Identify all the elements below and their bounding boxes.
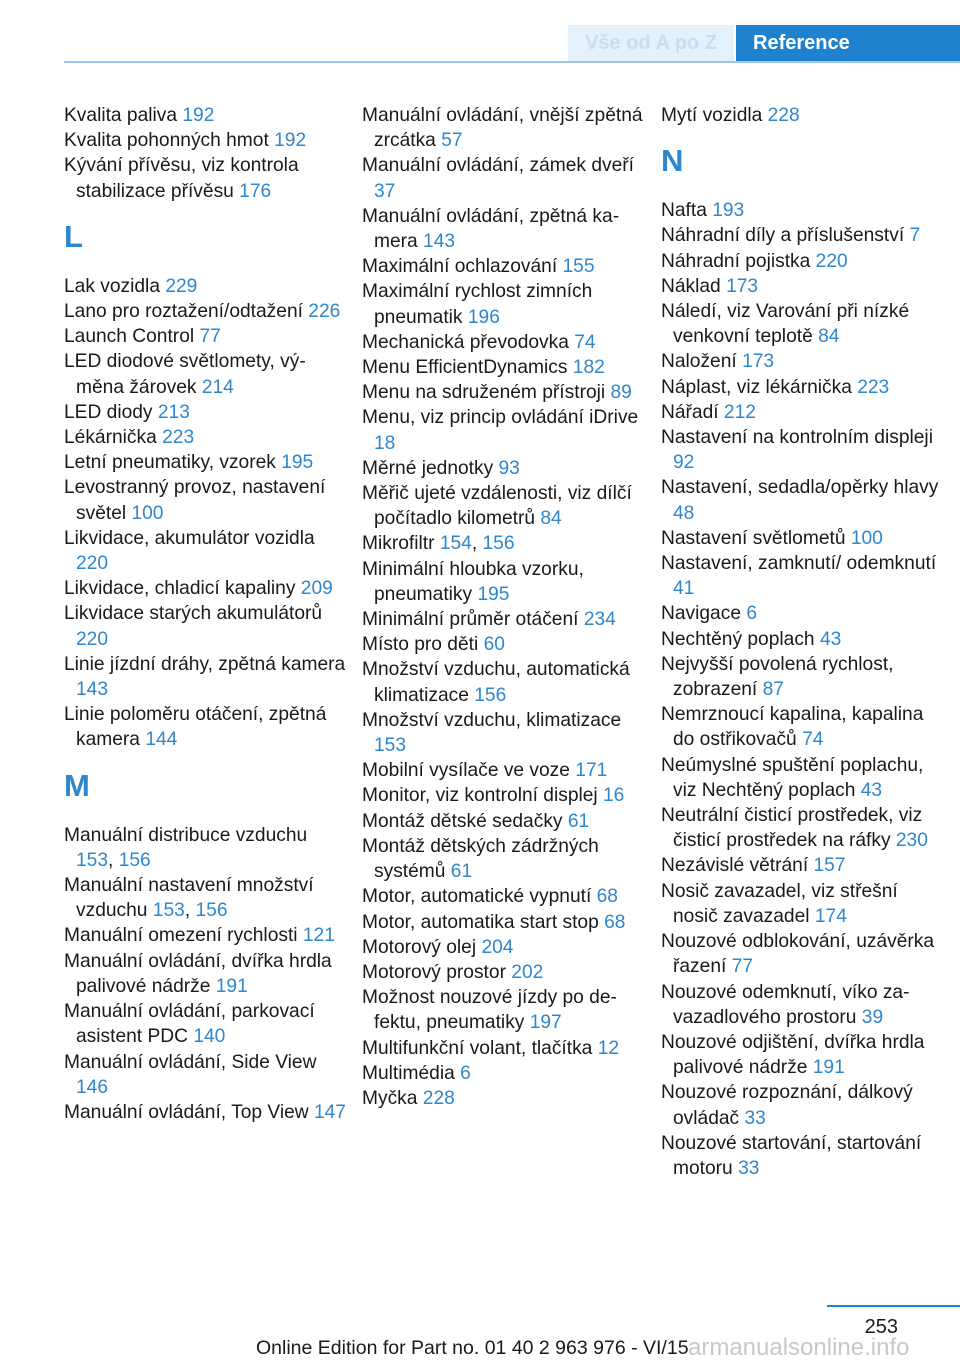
- index-column-1: [64, 103, 346, 1125]
- page-link[interactable]: 202: [511, 961, 544, 983]
- entry-term: Manuální distribuce vzduchu: [64, 824, 308, 846]
- index-entry: [362, 153, 644, 203]
- index-entry: [362, 632, 644, 657]
- page-link[interactable]: 140: [193, 1026, 226, 1048]
- page-link[interactable]: 18: [374, 432, 396, 454]
- page-link[interactable]: 144: [145, 729, 178, 751]
- page-link[interactable]: 68: [604, 911, 626, 933]
- page-link[interactable]: 192: [274, 130, 307, 152]
- entry-term: Navigace: [661, 603, 747, 625]
- index-entry: [362, 607, 644, 632]
- entry-term: Nastavení, sedadla/opěrky hlavy: [661, 477, 939, 499]
- index-entry: [64, 601, 346, 651]
- page-link[interactable]: 195: [281, 452, 314, 474]
- index-entry: [64, 153, 346, 203]
- page-link[interactable]: 153: [76, 849, 109, 871]
- page-link[interactable]: 146: [76, 1076, 109, 1098]
- page-link[interactable]: 84: [818, 326, 840, 348]
- page-link[interactable]: 156: [195, 900, 228, 922]
- index-entry: [362, 279, 644, 329]
- entry-term: Náplast, viz lékárnička: [661, 376, 858, 398]
- page-link[interactable]: 197: [529, 1012, 562, 1034]
- page-link[interactable]: 228: [422, 1087, 455, 1109]
- index-entry: [661, 425, 943, 475]
- page-link[interactable]: 223: [162, 427, 195, 449]
- entry-term: Neutrální čisticí prostředek, viz čisticí prostředek na ráfky: [661, 805, 923, 852]
- page-link[interactable]: 74: [802, 729, 824, 751]
- entry-term: LED diody: [64, 401, 158, 423]
- page-link[interactable]: 213: [157, 401, 190, 423]
- chapter-tab[interactable]: Reference: [736, 25, 960, 61]
- index-entry: [362, 935, 644, 960]
- entry-term: Nouzové odemknutí, víko zavazadlového prostoru: [661, 981, 910, 1028]
- index-entry: [661, 980, 943, 1030]
- index-entry: [661, 627, 943, 652]
- page-separator: ,: [108, 849, 119, 871]
- index-entry: [661, 601, 943, 626]
- page-link[interactable]: 37: [374, 180, 396, 202]
- index-entry: [362, 380, 644, 405]
- page-link[interactable]: 87: [762, 679, 784, 701]
- index-entry: [64, 349, 346, 399]
- entry-term: Nastavení světlometů: [661, 527, 851, 549]
- page-link[interactable]: 6: [460, 1062, 471, 1084]
- index-entry: [661, 274, 943, 299]
- index-entry: [661, 103, 943, 128]
- entry-term: Místo pro děti: [362, 634, 484, 656]
- index-entry: [661, 1030, 943, 1080]
- index-entry: [64, 475, 346, 525]
- entry-term: Manuální ovládání, zámek dveří: [362, 155, 634, 177]
- index-entry: [362, 103, 644, 153]
- page-link[interactable]: 77: [731, 956, 754, 978]
- page-link[interactable]: 157: [813, 855, 846, 877]
- entry-term: Minimální hloubka vzorku, pneumatiky: [362, 558, 584, 605]
- entry-term: Nouzové startování, startování motoru: [661, 1132, 922, 1179]
- entry-term: Likvidace, akumulátor vozidla: [64, 527, 315, 549]
- page-link[interactable]: 182: [572, 357, 605, 379]
- index-entry: [661, 375, 943, 400]
- entry-term: Množství vzduchu, automatická klimatizace: [362, 659, 630, 706]
- index-entry: [362, 254, 644, 279]
- page-link[interactable]: 230: [895, 830, 928, 852]
- page-link[interactable]: 226: [308, 301, 341, 323]
- page-link[interactable]: 204: [481, 936, 514, 958]
- entry-term: Montáž dětských zádržných systémů: [362, 835, 599, 883]
- index-entry: [661, 198, 943, 223]
- index-column-2: [362, 103, 644, 1111]
- page-link[interactable]: 234: [583, 609, 616, 631]
- entry-term: Mechanická převodovka: [362, 331, 575, 353]
- page-link[interactable]: 89: [610, 382, 632, 404]
- letter-heading: L: [64, 218, 83, 254]
- entry-term: Manuální ovládání, Side View: [64, 1051, 317, 1073]
- page-link[interactable]: 176: [239, 180, 272, 202]
- entry-term: Manuální ovládání, parkovací asistent PDC: [64, 1001, 315, 1048]
- index-entry: [362, 531, 644, 556]
- index-entry: [64, 1050, 346, 1100]
- entry-term: Množství vzduchu, klimatizace: [362, 709, 622, 731]
- index-entry: [362, 884, 644, 909]
- entry-term: Kývání přívěsu, viz kontrola stabilizace přívěsu: [64, 155, 299, 202]
- index-entry: [64, 823, 346, 873]
- entry-term: Letní pneumatiky, vzorek: [64, 452, 282, 474]
- entry-term: Manuální ovládání, vnější zpětná zrcátka: [362, 105, 643, 152]
- page-link[interactable]: 193: [712, 200, 745, 222]
- index-entry: [362, 960, 644, 985]
- index-entry: [64, 324, 346, 349]
- index-entry: [362, 355, 644, 380]
- index-entry: [64, 949, 346, 999]
- page-link[interactable]: 155: [562, 256, 595, 278]
- entry-term: Menu na sdruženém přístroji: [362, 382, 611, 404]
- entry-term: Manuální ovládání, Top View: [64, 1101, 314, 1123]
- page-link[interactable]: 228: [767, 105, 800, 126]
- entry-term: Mobilní vysílače ve voze: [362, 760, 576, 782]
- page-link[interactable]: 57: [441, 130, 463, 152]
- entry-term: Měrné jednotky: [362, 457, 499, 479]
- page-link[interactable]: 191: [812, 1057, 845, 1079]
- page-link[interactable]: 173: [742, 351, 775, 373]
- page-link[interactable]: 196: [467, 306, 500, 328]
- index-entry: [362, 985, 644, 1035]
- entry-term: Kvalita pohonných hmot: [64, 130, 275, 152]
- entry-term: Nezávislé větrání: [661, 855, 814, 877]
- page-link[interactable]: 220: [76, 628, 109, 650]
- index-entry: [661, 753, 943, 803]
- page-separator: ,: [471, 533, 483, 555]
- entry-term: Lano pro roztažení/odtažení: [64, 301, 309, 323]
- page-link[interactable]: 171: [575, 760, 608, 782]
- index-entry: [661, 803, 943, 853]
- entry-term: Nosič zavazadel, viz střešní nosič zavazadel: [661, 880, 898, 927]
- page-link[interactable]: 153: [374, 735, 407, 757]
- entry-term: Levostranný provoz, nastavení světel: [64, 477, 326, 524]
- index-entry: [362, 1036, 644, 1061]
- entry-term: Maximální ochlazování: [362, 256, 563, 278]
- entry-term: Manuální omezení rychlosti: [64, 925, 303, 947]
- index-entry: [661, 652, 943, 702]
- entry-term: Nastavení, zamknutí/ odemknutí: [661, 553, 937, 575]
- page-link[interactable]: 100: [131, 502, 164, 524]
- page-link[interactable]: 60: [483, 634, 505, 656]
- entry-term: Nářadí: [661, 401, 724, 423]
- page-link[interactable]: 68: [596, 886, 618, 908]
- index-entry: [64, 299, 346, 324]
- index-entry: [661, 400, 943, 425]
- entry-term: Nejvyšší povolená rychlost, zobrazení: [661, 653, 894, 701]
- entry-term: Montáž dětské sedačky: [362, 810, 568, 832]
- page-link[interactable]: 143: [423, 231, 456, 253]
- entry-term: Menu EfficientDynamics: [362, 357, 573, 379]
- entry-term: Nafta: [661, 200, 713, 222]
- index-entry: [362, 204, 644, 254]
- index-entry: [64, 128, 346, 153]
- entry-term: Myčka: [362, 1087, 423, 1109]
- index-entry: [661, 475, 943, 525]
- index-entry: [362, 557, 644, 607]
- index-entry: [661, 1131, 943, 1181]
- index-entry: [362, 657, 644, 707]
- index-entry: [362, 809, 644, 834]
- index-entry: [661, 929, 943, 979]
- entry-term: Linie jízdní dráhy, zpětná kamera: [64, 653, 346, 675]
- page-link[interactable]: 191: [215, 975, 248, 997]
- index-entry: [362, 481, 644, 531]
- entry-term: Nemrznoucí kapalina, kapalina do ostřikovačů: [661, 704, 924, 751]
- index-entry: [64, 702, 346, 752]
- entry-term: Motorový prostor: [362, 961, 512, 983]
- entry-term: Likvidace, chladicí kapaliny: [64, 578, 301, 600]
- page-link[interactable]: 7: [909, 225, 921, 247]
- index-entry: [362, 834, 644, 884]
- watermark: armanualsonline.info: [688, 1334, 910, 1361]
- entry-term: LED diodové světlomety, výměna žárovek: [64, 351, 306, 398]
- page-link[interactable]: 33: [744, 1107, 766, 1129]
- page-link[interactable]: 156: [118, 849, 151, 871]
- index-entry: [661, 551, 943, 601]
- index-entry: [362, 783, 644, 808]
- index-entry: [64, 923, 346, 948]
- entry-term: Nechtěný poplach: [661, 628, 820, 650]
- index-entry: [64, 450, 346, 475]
- page-link[interactable]: 173: [726, 275, 759, 297]
- page-link[interactable]: 84: [540, 508, 562, 530]
- page-link[interactable]: 33: [738, 1157, 760, 1179]
- edition-note: Online Edition for Part no. 01 40 2 963 976 - VI/15: [256, 1337, 689, 1359]
- page-number: 253: [864, 1316, 898, 1338]
- page-link[interactable]: 143: [76, 679, 109, 701]
- page-link[interactable]: 6: [746, 603, 757, 625]
- index-entry: [362, 708, 644, 758]
- page-separator: ,: [184, 900, 196, 922]
- index-entry: [64, 576, 346, 601]
- entry-term: Lékárnička: [64, 427, 163, 449]
- header-rule: [64, 61, 960, 63]
- entry-term: Nastavení na kontrolním displeji: [661, 427, 933, 449]
- page-link[interactable]: 154: [439, 533, 472, 555]
- page-link[interactable]: 48: [673, 502, 695, 524]
- entry-term: Kvalita paliva: [64, 105, 183, 126]
- index-entry: [64, 526, 346, 576]
- page-link[interactable]: 12: [597, 1037, 620, 1059]
- page-link[interactable]: 43: [860, 779, 883, 801]
- page-link[interactable]: 74: [574, 331, 596, 353]
- page-link[interactable]: 195: [477, 583, 510, 605]
- index-entry: [661, 299, 943, 349]
- entry-term: Manuální ovládání, dvířka hrdla palivové nádrže: [64, 950, 332, 997]
- entry-term: Náklad: [661, 275, 727, 297]
- page-link[interactable]: 92: [673, 452, 695, 474]
- index-entry: [661, 1080, 943, 1130]
- page-link[interactable]: 156: [482, 533, 515, 555]
- entry-term: Naložení: [661, 351, 743, 373]
- page-link[interactable]: 100: [850, 527, 883, 549]
- index-entry: [362, 330, 644, 355]
- entry-term: Nouzové odjištění, dvířka hrdla palivové nádrže: [661, 1031, 925, 1079]
- footer-rule: [827, 1305, 960, 1307]
- index-entry: [362, 1086, 644, 1111]
- entry-term: Neúmyslné spuštění poplachu, viz Nechtěný poplach: [661, 754, 924, 801]
- index-entry: [64, 103, 346, 128]
- index-column-3: [661, 103, 943, 1181]
- page-link[interactable]: 61: [567, 810, 590, 832]
- page-link[interactable]: 147: [313, 1101, 346, 1123]
- letter-heading: N: [661, 143, 684, 179]
- page-link[interactable]: 43: [819, 628, 842, 650]
- entry-term: Náhradní pojistka: [661, 250, 816, 272]
- index-entry: [64, 652, 346, 702]
- page-link[interactable]: 223: [857, 376, 890, 398]
- page-link[interactable]: 214: [201, 376, 234, 398]
- index-entry: [64, 400, 346, 425]
- index-entry: [64, 1100, 346, 1125]
- index-entry: [661, 702, 943, 752]
- entry-term: Multimédia: [362, 1062, 461, 1084]
- page-link[interactable]: 121: [302, 925, 335, 947]
- page-link[interactable]: 220: [76, 553, 109, 575]
- entry-term: Mikrofiltr: [362, 533, 440, 555]
- entry-term: Maximální rychlost zimních pneumatik: [362, 281, 593, 328]
- page-link[interactable]: 174: [814, 905, 847, 927]
- entry-term: Možnost nouzové jízdy po defektu, pneumatiky: [362, 987, 617, 1034]
- page-link[interactable]: 61: [450, 861, 473, 883]
- page-link[interactable]: 77: [199, 326, 221, 348]
- entry-term: Lak vozidla: [64, 275, 166, 297]
- index-entry: [661, 879, 943, 929]
- index-entry: [661, 223, 943, 248]
- entry-term: Launch Control: [64, 326, 200, 348]
- entry-term: Motor, automatické vypnutí: [362, 886, 597, 908]
- letter-heading: M: [64, 767, 90, 803]
- index-entry: [362, 405, 644, 455]
- index-entry: [362, 758, 644, 783]
- page-link[interactable]: 41: [673, 578, 695, 600]
- entry-term: Nouzové rozpoznání, dálkový ovládač: [661, 1082, 913, 1129]
- section-tab[interactable]: Vše od A po Z: [568, 25, 734, 61]
- index-entry: [661, 349, 943, 374]
- page-link[interactable]: 16: [603, 785, 625, 807]
- entry-term: Likvidace starých akumulátorů: [64, 603, 323, 625]
- page-link[interactable]: 39: [861, 1006, 884, 1028]
- index-entry: [64, 274, 346, 299]
- entry-term: Náledí, viz Varování při nízké venkovní teplotě: [661, 301, 910, 348]
- entry-term: Měřič ujeté vzdálenosti, viz dílčí počítadlo kilometrů: [362, 483, 632, 530]
- entry-term: Monitor, viz kontrolní displej: [362, 785, 604, 807]
- index-entry: [362, 910, 644, 935]
- entry-term: Multifunkční volant, tlačítka: [362, 1037, 598, 1059]
- entry-term: Manuální ovládání, zpětná kamera: [362, 205, 620, 253]
- index-entry: [64, 999, 346, 1049]
- page-link[interactable]: 93: [498, 457, 520, 479]
- page-link[interactable]: 220: [815, 250, 848, 272]
- entry-term: Mytí vozidla: [661, 105, 768, 126]
- entry-term: Linie poloměru otáčení, zpětná kamera: [64, 704, 327, 751]
- index-entry: [362, 1061, 644, 1086]
- page-link[interactable]: 212: [723, 401, 756, 423]
- index-entry: [661, 249, 943, 274]
- page-link[interactable]: 156: [474, 684, 507, 706]
- index-entry: [362, 456, 644, 481]
- entry-term: Manuální nastavení množství vzduchu: [64, 875, 314, 922]
- index-entry: [64, 425, 346, 450]
- page-link[interactable]: 153: [152, 900, 185, 922]
- entry-term: Minimální průměr otáčení: [362, 609, 584, 631]
- entry-term: Menu, viz princip ovládání iDrive: [362, 407, 639, 429]
- entry-term: Motorový olej: [362, 936, 482, 958]
- index-entry: [661, 853, 943, 878]
- index-entry: [661, 526, 943, 551]
- page-link[interactable]: 229: [165, 275, 198, 297]
- index-entry: [64, 873, 346, 923]
- page-link[interactable]: 209: [300, 578, 333, 600]
- page-link[interactable]: 192: [182, 105, 215, 126]
- entry-term: Nouzové odblokování, uzávěrka řazení: [661, 931, 935, 978]
- entry-term: Náhradní díly a příslušenství: [661, 225, 910, 247]
- entry-term: Motor, automatika start stop: [362, 911, 605, 933]
